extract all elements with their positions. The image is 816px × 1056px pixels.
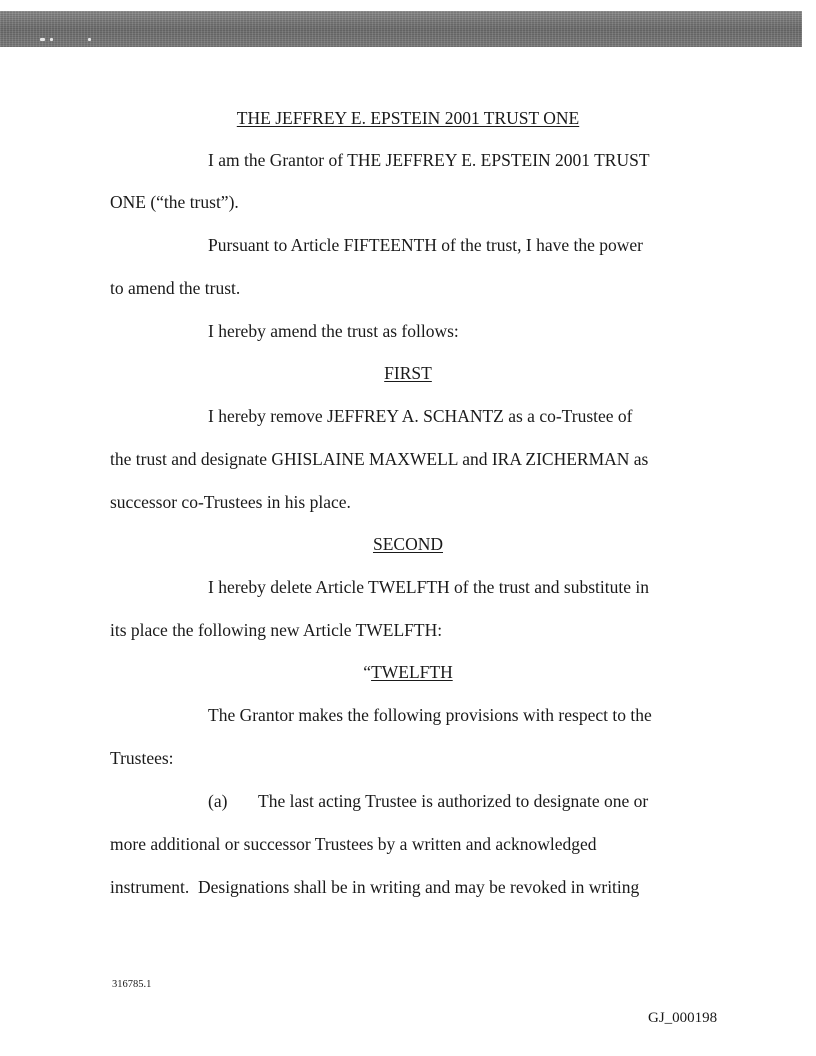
- paragraph-line: The last acting Trustee is authorized to designate one or: [258, 791, 649, 811]
- scan-artifact-speck: [88, 38, 91, 41]
- paragraph-line: instrument. Designations shall be in writing and may be revoked in writing: [110, 877, 640, 897]
- paragraph-line: Pursuant to Article FIFTEENTH of the trust, I have the power: [208, 235, 643, 255]
- document-title-text: THE JEFFREY E. EPSTEIN 2001 TRUST ONE: [236, 108, 580, 128]
- section-heading-first: [0, 362, 816, 384]
- scan-artifact-speck: [40, 38, 45, 41]
- section-heading-twelfth: [0, 661, 816, 683]
- opening-quote: “: [363, 662, 372, 682]
- document-title: [0, 107, 816, 129]
- bates-number: GJ_000198: [648, 1010, 718, 1026]
- paragraph-line: I hereby remove JEFFREY A. SCHANTZ as a co-Trustee of: [208, 406, 633, 426]
- paragraph-line: The Grantor makes the following provisions with respect to the: [208, 705, 652, 725]
- subparagraph-label: (a): [208, 791, 228, 811]
- paragraph-line: I hereby amend the trust as follows:: [208, 321, 459, 341]
- document-number: 316785.1: [112, 979, 152, 990]
- paragraph-line: Trustees:: [110, 748, 174, 768]
- paragraph-line: successor co-Trustees in his place.: [110, 492, 351, 512]
- section-heading-text: FIRST: [384, 363, 432, 383]
- section-heading-second: [0, 533, 816, 555]
- paragraph-line: the trust and designate GHISLAINE MAXWELL and IRA ZICHERMAN as: [110, 449, 649, 469]
- section-heading-text: SECOND: [372, 534, 443, 554]
- paragraph-line: to amend the trust.: [110, 278, 241, 298]
- paragraph-line: its place the following new Article TWELFTH:: [110, 620, 443, 640]
- scan-artifact-speck: [50, 38, 53, 41]
- paragraph-line: ONE (“the trust”).: [110, 192, 239, 212]
- paragraph-line: more additional or successor Trustees by a written and acknowledged: [110, 834, 597, 854]
- paragraph-line: I am the Grantor of THE JEFFREY E. EPSTEIN 2001 TRUST: [208, 150, 650, 170]
- paragraph-line: I hereby delete Article TWELFTH of the trust and substitute in: [208, 577, 649, 597]
- section-heading-text: TWELFTH: [371, 662, 453, 682]
- scan-artifact-bar: [0, 11, 802, 47]
